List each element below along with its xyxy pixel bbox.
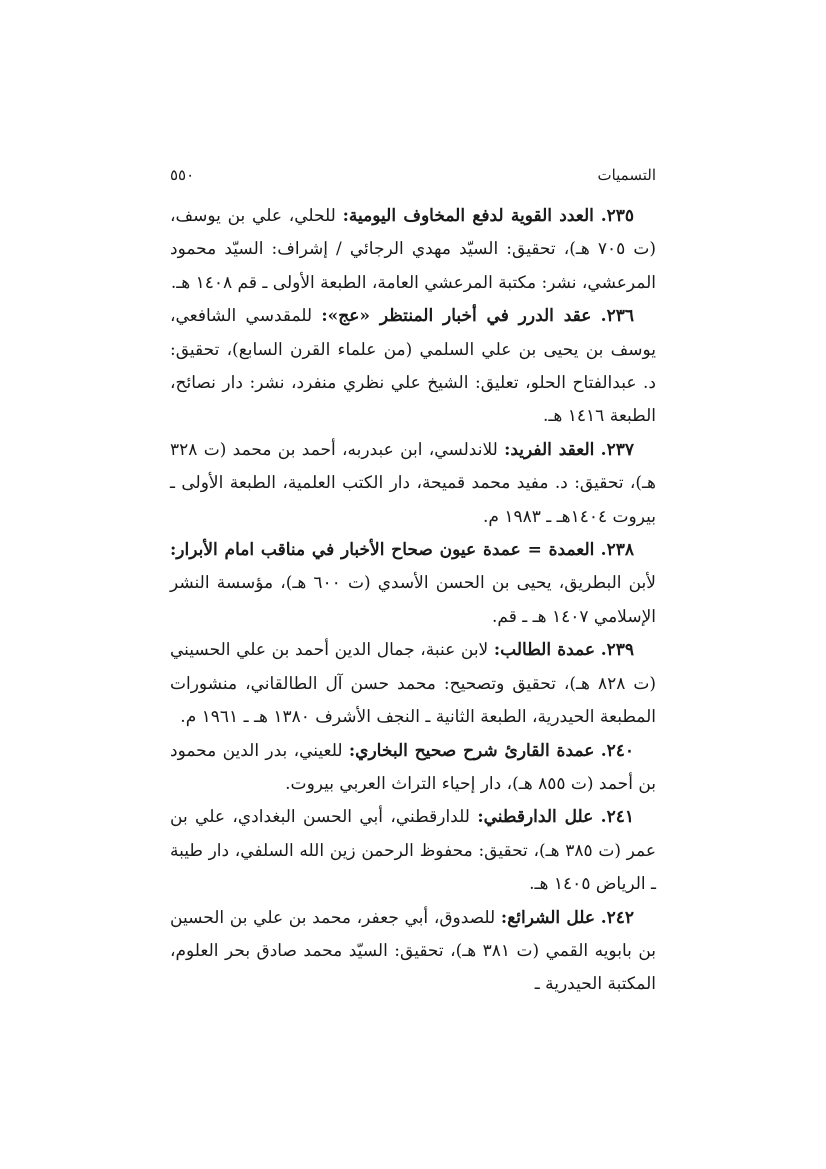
entry-body: للمقدسي الشافعي، يوسف بن يحيى بن علي السلمي (من علماء القرن السابع)، تحقيق: د. عبدالفتاح الحلو، تعليق: الشيخ علي نظري منفرد، نشر: دار نصائح، الطبعة ١٤١٦ هـ. [170,306,656,427]
entry-title: علل الدارقطني: [477,807,594,828]
entry-title: عمدة القارئ شرح صحيح البخاري: [348,740,595,761]
entry-title: العقد الفريد: [504,439,595,460]
bibliography-entry [170,735,656,802]
entry-body: للعيني، بدر الدين محمود بن أحمد (ت ٨٥٥ هـ)، دار إحياء التراث العربي بيروت. [170,740,656,794]
bibliography-entry [170,434,656,534]
bibliography-entry [170,801,656,901]
bibliography-entries [170,200,656,1002]
entry-body: لأبن البطريق، يحيى بن الحسن الأسدي (ت ٦٠٠ هـ)، مؤسسة النشر الإسلامي ١٤٠٧ هـ ـ قم. [170,573,656,627]
entry-title: عمدة الطالب: [493,640,596,661]
entry-body: للحلي، علي بن يوسف، (ت ٧٠٥ هـ)، تحقيق: السيّد مهدي الرجائي / إشراف: السيّد محمود المرعشي، نشر: مكتبة المرعشي العامة، الطبعة الأولى ـ قم ١٤٠٨ هـ. [170,206,657,293]
page-number: ٥٥٠ [170,166,195,184]
running-header [170,163,656,187]
entry-title: العمدة = عمدة عيون صحاح الأخبار في مناقب امام الأبرار: [170,540,595,561]
entry-body: للاندلسي، ابن عبدربه، أحمد بن محمد (ت ٣٢٨ هـ)، تحقيق: د. مفيد محمد قميحة، دار الكتب العلمية، الطبعة الأولى ـ بيروت ١٤٠٤هـ ـ ١٩٨٣ م. [170,439,656,527]
bibliography-entry [170,200,656,300]
entry-number: ٢٣٧. [600,439,634,460]
entry-number: ٢٤٠. [600,740,635,761]
bibliography-entry [170,534,656,634]
entry-number: ٢٤٢. [600,907,635,928]
entry-title: العدد القوية لدفع المخاوف اليومية: [342,206,594,226]
bibliography-entry [170,634,656,734]
entry-title: عقد الدرر في أخبار المنتظر «عج»: [321,306,592,327]
entry-body: للدارقطني، أبي الحسن البغدادي، علي بن عمر (ت ٣٨٥ هـ)، تحقيق: محفوظ الرحمن زين الله السلفي، دار طيبة ـ الرياض ١٤٠٥ هـ. [170,807,657,895]
entry-number: ٢٤١. [600,807,634,828]
entry-body: لابن عنبة، جمال الدين أحمد بن علي الحسيني (ت ٨٢٨ هـ)، تحقيق وتصحيح: محمد حسن آل الطالقاني، منشورات المطبعة الحيدرية، الطبعة الثانية ـ النجف الأشرف ١٣٨٠ هـ ـ ١٩٦١ م. [170,640,656,728]
entry-number: ٢٣٦. [600,306,634,327]
bibliography-entry [170,300,656,434]
entry-body: للصدوق، أبي جعفر، محمد بن علي بن الحسين بن بابويه القمي (ت ٣٨١ هـ)، تحقيق: السيّد محمد صادق بحر العلوم، المكتبة الحيدرية ـ [170,907,657,995]
entry-number: ٢٣٩. [600,640,635,661]
entry-number: ٢٣٨. [600,540,634,561]
bibliography-entry [170,902,656,1002]
entry-title: علل الشرائع: [500,907,595,928]
section-title: التسميات [597,166,656,184]
entry-number: ٢٣٥. [600,206,635,226]
